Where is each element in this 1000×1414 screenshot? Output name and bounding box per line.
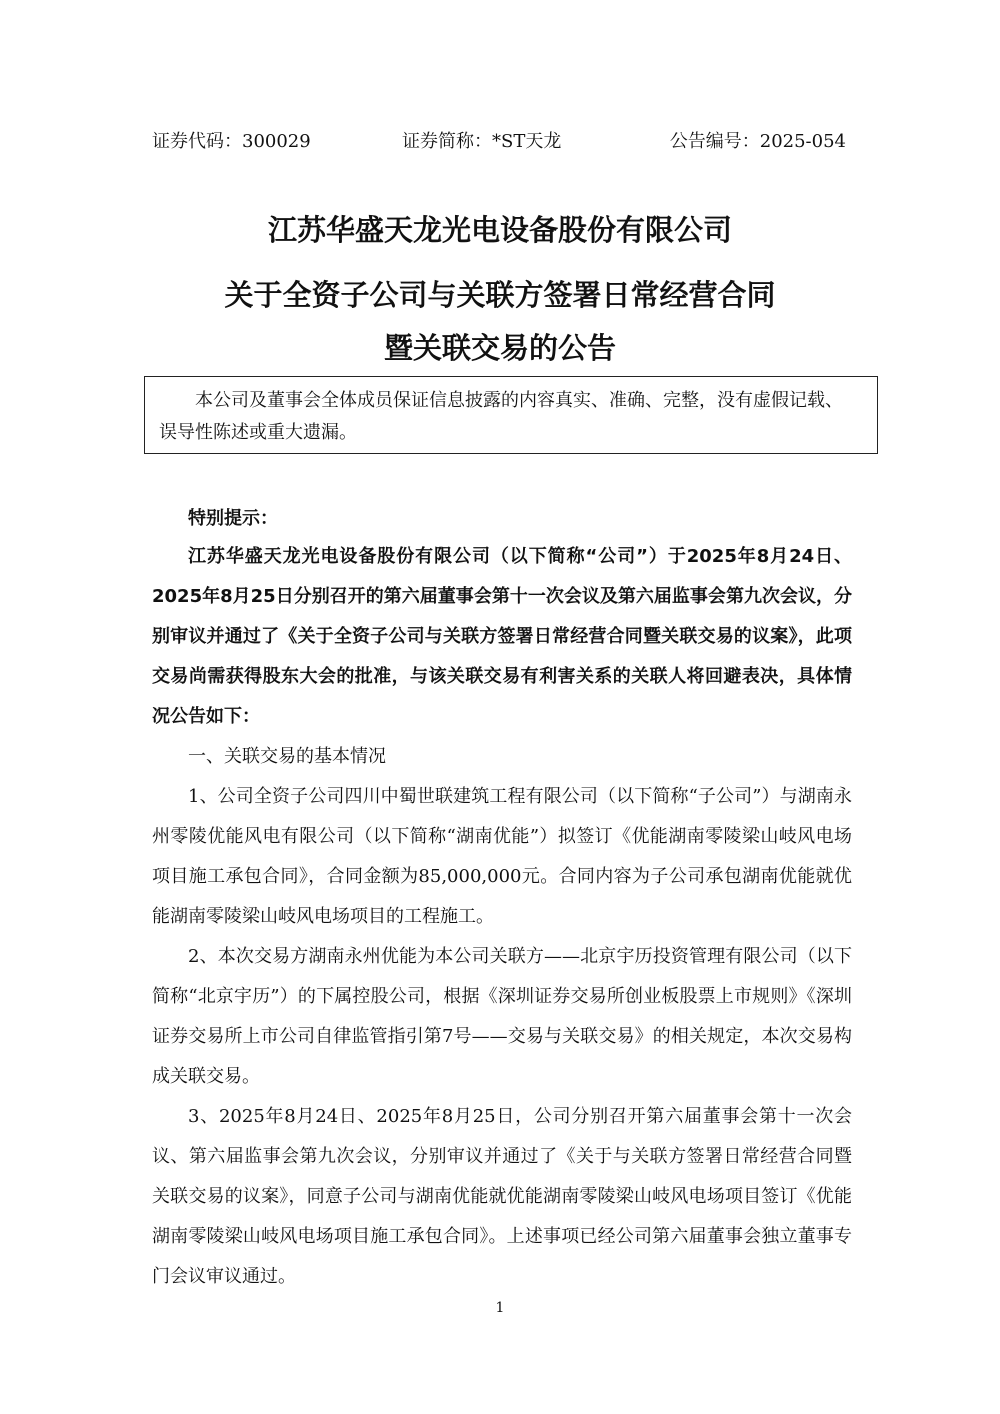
document-header (152, 130, 846, 154)
disclaimer-text: 本公司及董事会全体成员保证信息披露的内容真实、准确、完整，没有虚假记载、误导性陈述或重大遗漏。 (159, 390, 843, 443)
announcement-title: 关于全资子公司与关联方签署日常经营合同 (224, 278, 776, 312)
announcement-title-continued: 暨关联交易的公告 (383, 331, 616, 365)
special-notice-paragraph: 江苏华盛天龙光电设备股份有限公司（以下简称“公司”）于2025年8月24日、2025年8月25日分别召开的第六届董事会第十一次会议及第六届监事会第九次会议，分别审议并通过了《关于全资子公司与关联方签署日常经营合同暨关联交易的议案》，此项交易尚需获得股东大会的批准，与该关联交易有利害关系的关联人将回避表决，具体情况公告如下： (152, 546, 852, 727)
paragraph-2: 2、本次交易方湖南永州优能为本公司关联方——北京宇历投资管理有限公司（以下简称“北京宇历”）的下属控股公司，根据《深圳证券交易所创业板股票上市规则》《深圳证券交易所上市公司自律监管指引第7号——交易与关联交易》的相关规定，本次交易构成关联交易。 (152, 946, 852, 1087)
announcement-number: 公告编号：2025-054 (669, 131, 846, 152)
special-notice-label: 特别提示： (188, 508, 278, 529)
disclaimer-box (144, 376, 878, 454)
paragraph-3: 3、2025年8月24日、2025年8月25日，公司分别召开第六届董事会第十一次会议、第六届监事会第九次会议，分别审议并通过了《关于与关联方签署日常经营合同暨关联交易的议案》，同意子公司与湖南优能就优能湖南零陵梁山岐风电场项目签订《优能湖南零陵梁山岐风电场项目施工承包合同》。上述事项已经公司第六届董事会独立董事专门会议审议通过。 (152, 1106, 852, 1287)
announcement-body (152, 537, 852, 1297)
page-number: 1 (495, 1300, 505, 1316)
stock-abbreviation: 证券简称：*ST天龙 (402, 131, 562, 152)
section-heading: 一、关联交易的基本情况 (188, 746, 386, 767)
paragraph-1: 1、公司全资子公司四川中蜀世联建筑工程有限公司（以下简称“子公司”）与湖南永州零陵优能风电有限公司（以下简称“湖南优能”）拟签订《优能湖南零陵梁山岐风电场项目施工承包合同》，合同金额为85,000,000元。合同内容为子公司承包湖南优能就优能湖南零陵梁山岐风电场项目的工程施工。 (152, 786, 852, 927)
stock-code: 证券代码：300029 (152, 131, 311, 152)
company-title: 江苏华盛天龙光电设备股份有限公司 (267, 213, 732, 247)
